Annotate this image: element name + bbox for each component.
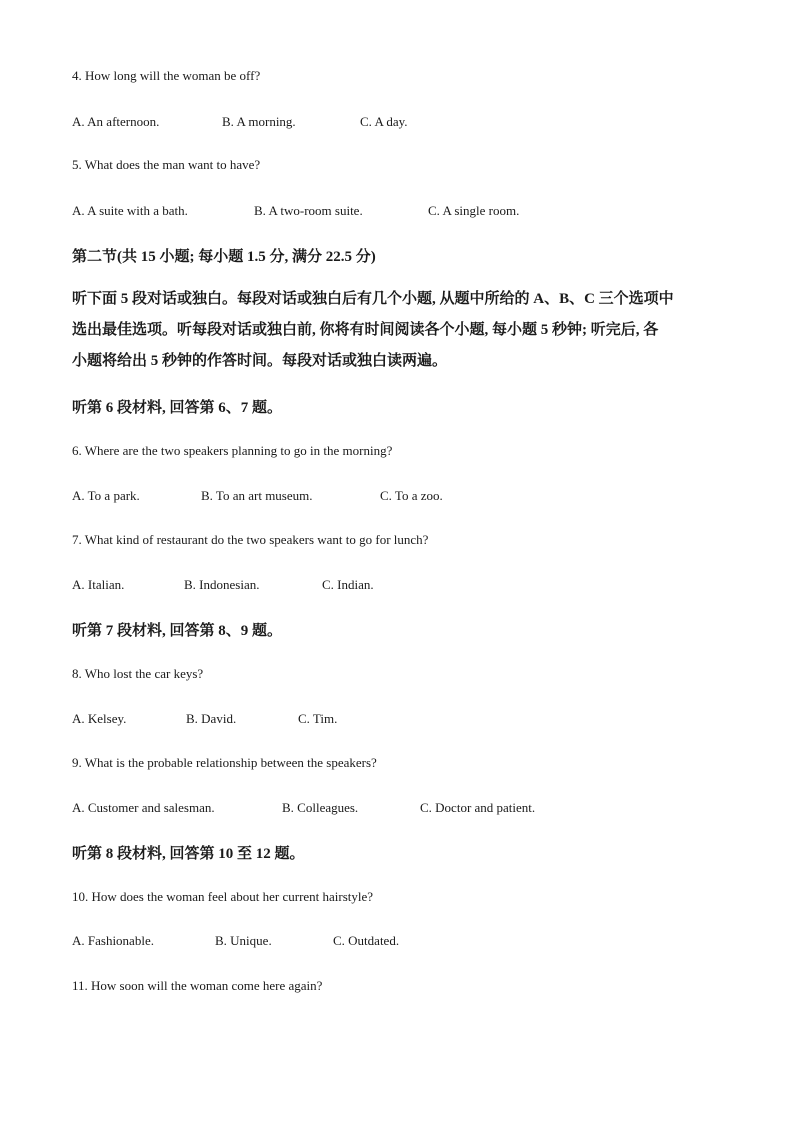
q7-option-a: A. Italian. [72,577,125,592]
q5-option-a: A. A suite with a bath. [72,203,188,218]
section-2-instructions [72,284,722,377]
question-7: 7. What kind of restaurant do the two speakers want to go for lunch? [72,532,429,547]
q9-option-b: B. Colleagues. [282,800,359,815]
question-8: 8. Who lost the car keys? [72,666,204,681]
q4-option-c: C. A day. [360,114,408,129]
q5-option-c: C. A single room. [428,203,520,218]
q9-option-a: A. Customer and salesman. [72,800,215,815]
question-6: 6. Where are the two speakers planning to go in the morning? [72,443,393,458]
question-4: 4. How long will the woman be off? [72,68,261,83]
q7-option-b: B. Indonesian. [184,577,260,592]
q4-option-a: A. An afternoon. [72,114,160,129]
q6-option-a: A. To a park. [72,488,140,503]
question-11: 11. How soon will the woman come here again? [72,978,323,993]
passage-8-heading: 听第 8 段材料, 回答第 10 至 12 题。 [72,846,305,862]
q6-option-c: C. To a zoo. [380,488,443,503]
q6-option-b: B. To an art museum. [201,488,313,503]
q8-option-a: A. Kelsey. [72,711,127,726]
q4-option-b: B. A morning. [222,114,296,129]
q5-option-b: B. A two-room suite. [254,203,363,218]
instruction-line: 听下面 5 段对话或独白。每段对话或独白后有几个小题, 从题中所给的 A、B、C 三个选项中 [72,291,674,307]
q10-option-a: A. Fashionable. [72,933,154,948]
q8-option-c: C. Tim. [298,711,338,726]
q10-option-c: C. Outdated. [333,933,400,948]
q8-option-b: B. David. [186,711,237,726]
q10-option-b: B. Unique. [215,933,272,948]
q7-option-c: C. Indian. [322,577,374,592]
passage-6-heading: 听第 6 段材料, 回答第 6、7 题。 [72,400,283,416]
passage-7-heading: 听第 7 段材料, 回答第 8、9 题。 [72,623,283,639]
question-5: 5. What does the man want to have? [72,157,261,172]
instruction-line: 小题将给出 5 秒钟的作答时间。每段对话或独白读两遍。 [72,353,448,369]
section-2-title: 第二节(共 15 小题; 每小题 1.5 分, 满分 22.5 分) [72,249,376,265]
question-9: 9. What is the probable relationship between the speakers? [72,755,377,770]
q9-option-c: C. Doctor and patient. [420,800,536,815]
question-10: 10. How does the woman feel about her current hairstyle? [72,889,374,904]
instruction-line: 选出最佳选项。听每段对话或独白前, 你将有时间阅读各个小题, 每小题 5 秒钟; 听完后, 各 [72,322,659,338]
